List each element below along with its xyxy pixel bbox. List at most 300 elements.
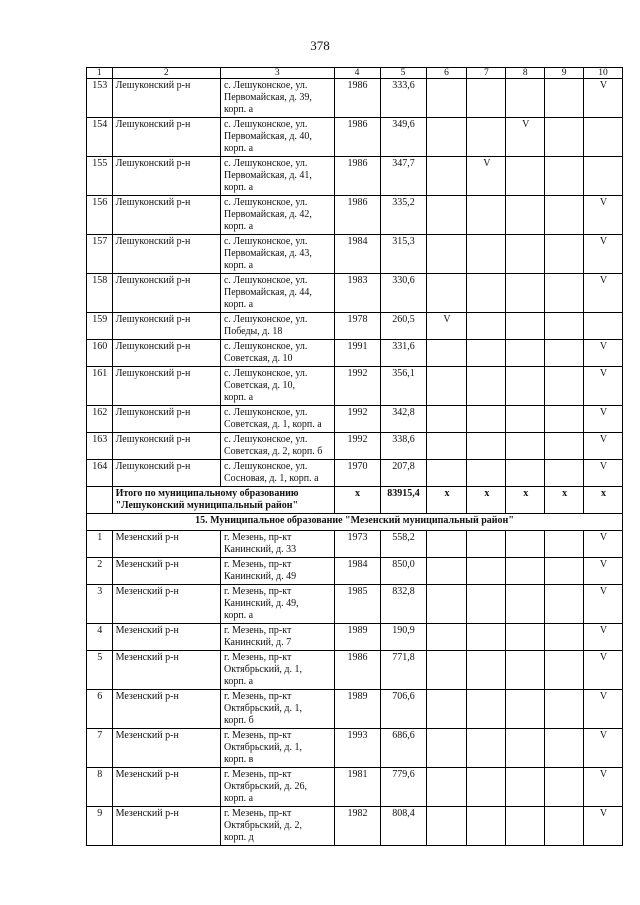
mark-cell-c8 [506, 313, 545, 340]
mark-cell-c7 [467, 313, 506, 340]
mark-cell-c10: V [584, 367, 623, 406]
address-cell [220, 157, 334, 196]
mark-cell-c7: V [467, 157, 506, 196]
year-cell: 1986 [334, 651, 380, 690]
row-number-cell: 155 [87, 157, 113, 196]
address-cell [220, 585, 334, 624]
address-line: Первомайская, д. 42, [223, 209, 312, 220]
row-number-cell: 156 [87, 196, 113, 235]
area-cell: 333,6 [380, 79, 426, 118]
mark-cell-c9 [545, 235, 584, 274]
column-number: 9 [545, 68, 584, 79]
mark-cell-c8 [506, 406, 545, 433]
address-cell [220, 807, 334, 846]
address-cell [220, 340, 334, 367]
mark-cell-c9 [545, 531, 584, 558]
address-line: Канинский, д. 7 [223, 637, 292, 648]
district-cell: Мезенский р-н [112, 690, 220, 729]
mark-cell-c8 [506, 196, 545, 235]
mark-cell-c8 [506, 690, 545, 729]
address-line: Октябрьский, д. 1, [223, 742, 303, 753]
district-cell: Лешуконский р-н [112, 433, 220, 460]
address-line: с. Лешуконское, ул. [223, 236, 308, 247]
address-cell [220, 460, 334, 487]
area-cell: 338,6 [380, 433, 426, 460]
district-cell: Лешуконский р-н [112, 235, 220, 274]
mark-cell-c7 [467, 235, 506, 274]
mark-cell-c10: V [584, 274, 623, 313]
address-line: г. Мезень, пр-кт [223, 730, 292, 741]
address-cell [220, 531, 334, 558]
year-cell: 1993 [334, 729, 380, 768]
address-line: Победы, д. 18 [223, 326, 283, 337]
mark-cell-c7 [467, 406, 506, 433]
address-line: корп. а [223, 182, 254, 193]
mark-cell-c10: V [584, 196, 623, 235]
table-row [87, 585, 623, 624]
mark-cell-c7 [467, 118, 506, 157]
address-line: корп. а [223, 143, 254, 154]
address-line: Первомайская, д. 39, [223, 92, 312, 103]
section-title: 15. Муниципальное образование "Мезенский муниципальный район" [87, 514, 623, 531]
district-cell: Мезенский р-н [112, 585, 220, 624]
address-line: корп. а [223, 610, 254, 621]
area-cell: 558,2 [380, 531, 426, 558]
address-line: г. Мезень, пр-кт [223, 691, 292, 702]
area-cell: 808,4 [380, 807, 426, 846]
address-line: Первомайская, д. 43, [223, 248, 312, 259]
address-line: с. Лешуконское, ул. [223, 119, 308, 130]
area-cell: 349,6 [380, 118, 426, 157]
address-cell [220, 406, 334, 433]
row-number-cell: 161 [87, 367, 113, 406]
section-header-row [87, 514, 623, 531]
year-cell: 1970 [334, 460, 380, 487]
address-cell [220, 768, 334, 807]
mark-cell-c10: V [584, 729, 623, 768]
address-line: с. Лешуконское, ул. [223, 158, 308, 169]
mark-cell-c7 [467, 651, 506, 690]
mark-cell-c10: V [584, 768, 623, 807]
address-line: корп. а [223, 793, 254, 804]
address-line: с. Лешуконское, ул. [223, 407, 308, 418]
mark-cell-c8 [506, 235, 545, 274]
mark-cell-c9 [545, 807, 584, 846]
mark-cell-c10: V [584, 340, 623, 367]
year-cell: 1986 [334, 79, 380, 118]
district-cell: Лешуконский р-н [112, 157, 220, 196]
address-cell [220, 729, 334, 768]
address-cell [220, 433, 334, 460]
mark-cell-c8 [506, 558, 545, 585]
column-number-row [87, 68, 623, 79]
mark-cell-c7 [467, 729, 506, 768]
row-number-cell: 7 [87, 729, 113, 768]
mark-cell-c8 [506, 460, 545, 487]
table-row [87, 367, 623, 406]
mark-cell-c9 [545, 196, 584, 235]
mark-cell-c7 [467, 585, 506, 624]
year-cell: 1991 [334, 340, 380, 367]
row-number-cell: 4 [87, 624, 113, 651]
mark-cell-c6 [426, 157, 467, 196]
row-number-cell: 163 [87, 433, 113, 460]
address-line: корп. в [223, 754, 254, 765]
address-line: Канинский, д. 49, [223, 598, 299, 609]
table-row [87, 729, 623, 768]
mark-cell-c9 [545, 690, 584, 729]
mark-cell-c8 [506, 624, 545, 651]
mark-cell-c9 [545, 768, 584, 807]
row-number-cell: 162 [87, 406, 113, 433]
mark-cell-c9 [545, 558, 584, 585]
table-row [87, 531, 623, 558]
mark-cell-c8 [506, 729, 545, 768]
mark-cell-c9 [545, 274, 584, 313]
mark-cell-c10: V [584, 531, 623, 558]
mark-cell-c10 [584, 157, 623, 196]
total-area-cell: 83915,4 [380, 487, 426, 514]
mark-cell-c9 [545, 118, 584, 157]
address-line: г. Мезень, пр-кт [223, 532, 292, 543]
address-line: с. Лешуконское, ул. [223, 368, 308, 379]
mark-cell-c6 [426, 433, 467, 460]
mark-cell-c8 [506, 79, 545, 118]
address-line: Советская, д. 10 [223, 353, 293, 364]
address-line: корп. а [223, 676, 254, 687]
row-number-cell: 158 [87, 274, 113, 313]
mark-cell-c10: V [584, 433, 623, 460]
table-row [87, 313, 623, 340]
table-row [87, 118, 623, 157]
table-row [87, 157, 623, 196]
table-row [87, 768, 623, 807]
address-line: корп. а [223, 221, 254, 232]
mark-cell-c10: V [584, 235, 623, 274]
mark-cell-c6: V [426, 313, 467, 340]
total-mark-cell-c8: x [506, 487, 545, 514]
address-cell [220, 313, 334, 340]
row-number-cell: 8 [87, 768, 113, 807]
address-line: Канинский, д. 49 [223, 571, 297, 582]
table-row [87, 79, 623, 118]
address-line: г. Мезень, пр-кт [223, 652, 292, 663]
district-cell: Лешуконский р-н [112, 340, 220, 367]
year-cell: 1978 [334, 313, 380, 340]
address-line: Сосновая, д. 1, корп. а [223, 473, 319, 484]
year-cell: 1986 [334, 157, 380, 196]
row-number-cell: 160 [87, 340, 113, 367]
table-row [87, 340, 623, 367]
district-cell: Мезенский р-н [112, 807, 220, 846]
address-line: Советская, д. 10, [223, 380, 296, 391]
mark-cell-c6 [426, 729, 467, 768]
address-line: Октябрьский, д. 1, [223, 664, 303, 675]
total-blank-cell [87, 487, 113, 514]
total-year-cell: x [334, 487, 380, 514]
district-cell: Мезенский р-н [112, 768, 220, 807]
table-row [87, 460, 623, 487]
mark-cell-c9 [545, 367, 584, 406]
year-cell: 1984 [334, 235, 380, 274]
year-cell: 1973 [334, 531, 380, 558]
district-cell: Лешуконский р-н [112, 79, 220, 118]
address-line: с. Лешуконское, ул. [223, 341, 308, 352]
mark-cell-c7 [467, 196, 506, 235]
year-cell: 1982 [334, 807, 380, 846]
area-cell: 706,6 [380, 690, 426, 729]
area-cell: 260,5 [380, 313, 426, 340]
mark-cell-c8 [506, 157, 545, 196]
row-number-cell: 9 [87, 807, 113, 846]
district-cell: Лешуконский р-н [112, 460, 220, 487]
mark-cell-c6 [426, 235, 467, 274]
address-line: корп. а [223, 260, 254, 271]
mark-cell-c6 [426, 196, 467, 235]
address-line: Первомайская, д. 40, [223, 131, 312, 142]
year-cell: 1992 [334, 367, 380, 406]
address-cell [220, 79, 334, 118]
total-mark-cell-c10: x [584, 487, 623, 514]
mark-cell-c9 [545, 433, 584, 460]
year-cell: 1986 [334, 196, 380, 235]
mark-cell-c10 [584, 313, 623, 340]
mark-cell-c10: V [584, 624, 623, 651]
row-number-cell: 164 [87, 460, 113, 487]
address-line: корп. д [223, 832, 254, 843]
mark-cell-c9 [545, 651, 584, 690]
area-cell: 347,7 [380, 157, 426, 196]
mark-cell-c7 [467, 367, 506, 406]
mark-cell-c6 [426, 651, 467, 690]
address-line: Первомайская, д. 41, [223, 170, 312, 181]
mark-cell-c10: V [584, 558, 623, 585]
mark-cell-c10: V [584, 651, 623, 690]
table-row [87, 651, 623, 690]
row-number-cell: 154 [87, 118, 113, 157]
mark-cell-c10: V [584, 585, 623, 624]
area-cell: 190,9 [380, 624, 426, 651]
table-row [87, 235, 623, 274]
mark-cell-c10: V [584, 807, 623, 846]
area-cell: 832,8 [380, 585, 426, 624]
district-cell: Мезенский р-н [112, 531, 220, 558]
mark-cell-c6 [426, 624, 467, 651]
table-row [87, 624, 623, 651]
mark-cell-c9 [545, 585, 584, 624]
row-number-cell: 1 [87, 531, 113, 558]
area-cell: 342,8 [380, 406, 426, 433]
mark-cell-c7 [467, 690, 506, 729]
mark-cell-c7 [467, 79, 506, 118]
address-cell [220, 235, 334, 274]
mark-cell-c9 [545, 79, 584, 118]
mark-cell-c8 [506, 651, 545, 690]
mark-cell-c7 [467, 558, 506, 585]
mark-cell-c10: V [584, 406, 623, 433]
address-line: г. Мезень, пр-кт [223, 625, 292, 636]
address-line: с. Лешуконское, ул. [223, 434, 308, 445]
address-line: г. Мезень, пр-кт [223, 559, 292, 570]
row-number-cell: 159 [87, 313, 113, 340]
district-cell: Лешуконский р-н [112, 313, 220, 340]
year-cell: 1984 [334, 558, 380, 585]
mark-cell-c8: V [506, 118, 545, 157]
mark-cell-c6 [426, 118, 467, 157]
column-number: 6 [426, 68, 467, 79]
mark-cell-c6 [426, 460, 467, 487]
district-cell: Лешуконский р-н [112, 274, 220, 313]
table-row [87, 690, 623, 729]
mark-cell-c8 [506, 768, 545, 807]
mark-cell-c10: V [584, 690, 623, 729]
mark-cell-c7 [467, 531, 506, 558]
mark-cell-c10: V [584, 79, 623, 118]
mark-cell-c8 [506, 531, 545, 558]
mark-cell-c8 [506, 807, 545, 846]
column-number: 10 [584, 68, 623, 79]
address-cell [220, 558, 334, 585]
mark-cell-c9 [545, 406, 584, 433]
mark-cell-c7 [467, 460, 506, 487]
district-cell: Лешуконский р-н [112, 118, 220, 157]
mark-cell-c6 [426, 406, 467, 433]
column-number: 5 [380, 68, 426, 79]
address-line: корп. а [223, 299, 254, 310]
address-line: с. Лешуконское, ул. [223, 461, 308, 472]
year-cell: 1992 [334, 433, 380, 460]
column-number: 4 [334, 68, 380, 79]
district-cell: Мезенский р-н [112, 729, 220, 768]
area-cell: 686,6 [380, 729, 426, 768]
district-cell: Лешуконский р-н [112, 196, 220, 235]
address-cell [220, 690, 334, 729]
address-line: Октябрьский, д. 1, [223, 703, 303, 714]
address-cell [220, 274, 334, 313]
district-cell: Мезенский р-н [112, 624, 220, 651]
mark-cell-c8 [506, 274, 545, 313]
address-line: с. Лешуконское, ул. [223, 314, 308, 325]
mark-cell-c6 [426, 690, 467, 729]
area-cell: 315,3 [380, 235, 426, 274]
table-row [87, 558, 623, 585]
total-mark-cell-c6: x [426, 487, 467, 514]
year-cell: 1986 [334, 118, 380, 157]
table-row [87, 274, 623, 313]
address-cell [220, 651, 334, 690]
area-cell: 779,6 [380, 768, 426, 807]
table-row [87, 406, 623, 433]
column-number: 3 [220, 68, 334, 79]
mark-cell-c6 [426, 531, 467, 558]
row-number-cell: 5 [87, 651, 113, 690]
mark-cell-c9 [545, 157, 584, 196]
total-mark-cell-c7: x [467, 487, 506, 514]
mark-cell-c6 [426, 585, 467, 624]
address-line: с. Лешуконское, ул. [223, 275, 308, 286]
mark-cell-c6 [426, 340, 467, 367]
address-line: с. Лешуконское, ул. [223, 197, 308, 208]
mark-cell-c6 [426, 807, 467, 846]
mark-cell-c8 [506, 340, 545, 367]
mark-cell-c8 [506, 433, 545, 460]
mark-cell-c7 [467, 340, 506, 367]
district-cell: Мезенский р-н [112, 558, 220, 585]
address-line: г. Мезень, пр-кт [223, 586, 292, 597]
total-label: Итого по муниципальному образованию "Лешуконский муниципальный район" [112, 487, 334, 514]
mark-cell-c7 [467, 768, 506, 807]
year-cell: 1983 [334, 274, 380, 313]
address-line: г. Мезень, пр-кт [223, 769, 292, 780]
row-number-cell: 153 [87, 79, 113, 118]
address-line: с. Лешуконское, ул. [223, 80, 308, 91]
row-number-cell: 2 [87, 558, 113, 585]
housing-registry-table [86, 67, 623, 846]
address-line: Советская, д. 1, корп. а [223, 419, 322, 430]
mark-cell-c9 [545, 340, 584, 367]
mark-cell-c7 [467, 624, 506, 651]
column-number: 1 [87, 68, 113, 79]
year-cell: 1985 [334, 585, 380, 624]
mark-cell-c6 [426, 367, 467, 406]
mark-cell-c7 [467, 433, 506, 460]
mark-cell-c6 [426, 558, 467, 585]
table-row [87, 807, 623, 846]
mark-cell-c7 [467, 807, 506, 846]
row-number-cell: 6 [87, 690, 113, 729]
address-line: корп. а [223, 104, 254, 115]
address-line: корп. а [223, 392, 254, 403]
area-cell: 335,2 [380, 196, 426, 235]
area-cell: 207,8 [380, 460, 426, 487]
table-row [87, 196, 623, 235]
page-number: 378 [310, 38, 330, 53]
mark-cell-c9 [545, 624, 584, 651]
address-line: Первомайская, д. 44, [223, 287, 312, 298]
address-line: корп. б [223, 715, 254, 726]
address-cell [220, 118, 334, 157]
area-cell: 330,6 [380, 274, 426, 313]
area-cell: 356,1 [380, 367, 426, 406]
table-row [87, 433, 623, 460]
column-number: 7 [467, 68, 506, 79]
mark-cell-c10 [584, 118, 623, 157]
total-mark-cell-c9: x [545, 487, 584, 514]
address-line: Октябрьский, д. 2, [223, 820, 303, 831]
mark-cell-c8 [506, 367, 545, 406]
district-cell: Лешуконский р-н [112, 367, 220, 406]
total-row [87, 487, 623, 514]
row-number-cell: 157 [87, 235, 113, 274]
mark-cell-c9 [545, 313, 584, 340]
address-cell [220, 367, 334, 406]
year-cell: 1992 [334, 406, 380, 433]
area-cell: 850,0 [380, 558, 426, 585]
mark-cell-c9 [545, 460, 584, 487]
area-cell: 771,8 [380, 651, 426, 690]
area-cell: 331,6 [380, 340, 426, 367]
address-cell [220, 624, 334, 651]
mark-cell-c8 [506, 585, 545, 624]
mark-cell-c6 [426, 274, 467, 313]
district-cell: Мезенский р-н [112, 651, 220, 690]
year-cell: 1989 [334, 690, 380, 729]
address-line: Советская, д. 2, корп. б [223, 446, 323, 457]
column-number: 2 [112, 68, 220, 79]
address-line: Канинский, д. 33 [223, 544, 297, 555]
row-number-cell: 3 [87, 585, 113, 624]
mark-cell-c7 [467, 274, 506, 313]
